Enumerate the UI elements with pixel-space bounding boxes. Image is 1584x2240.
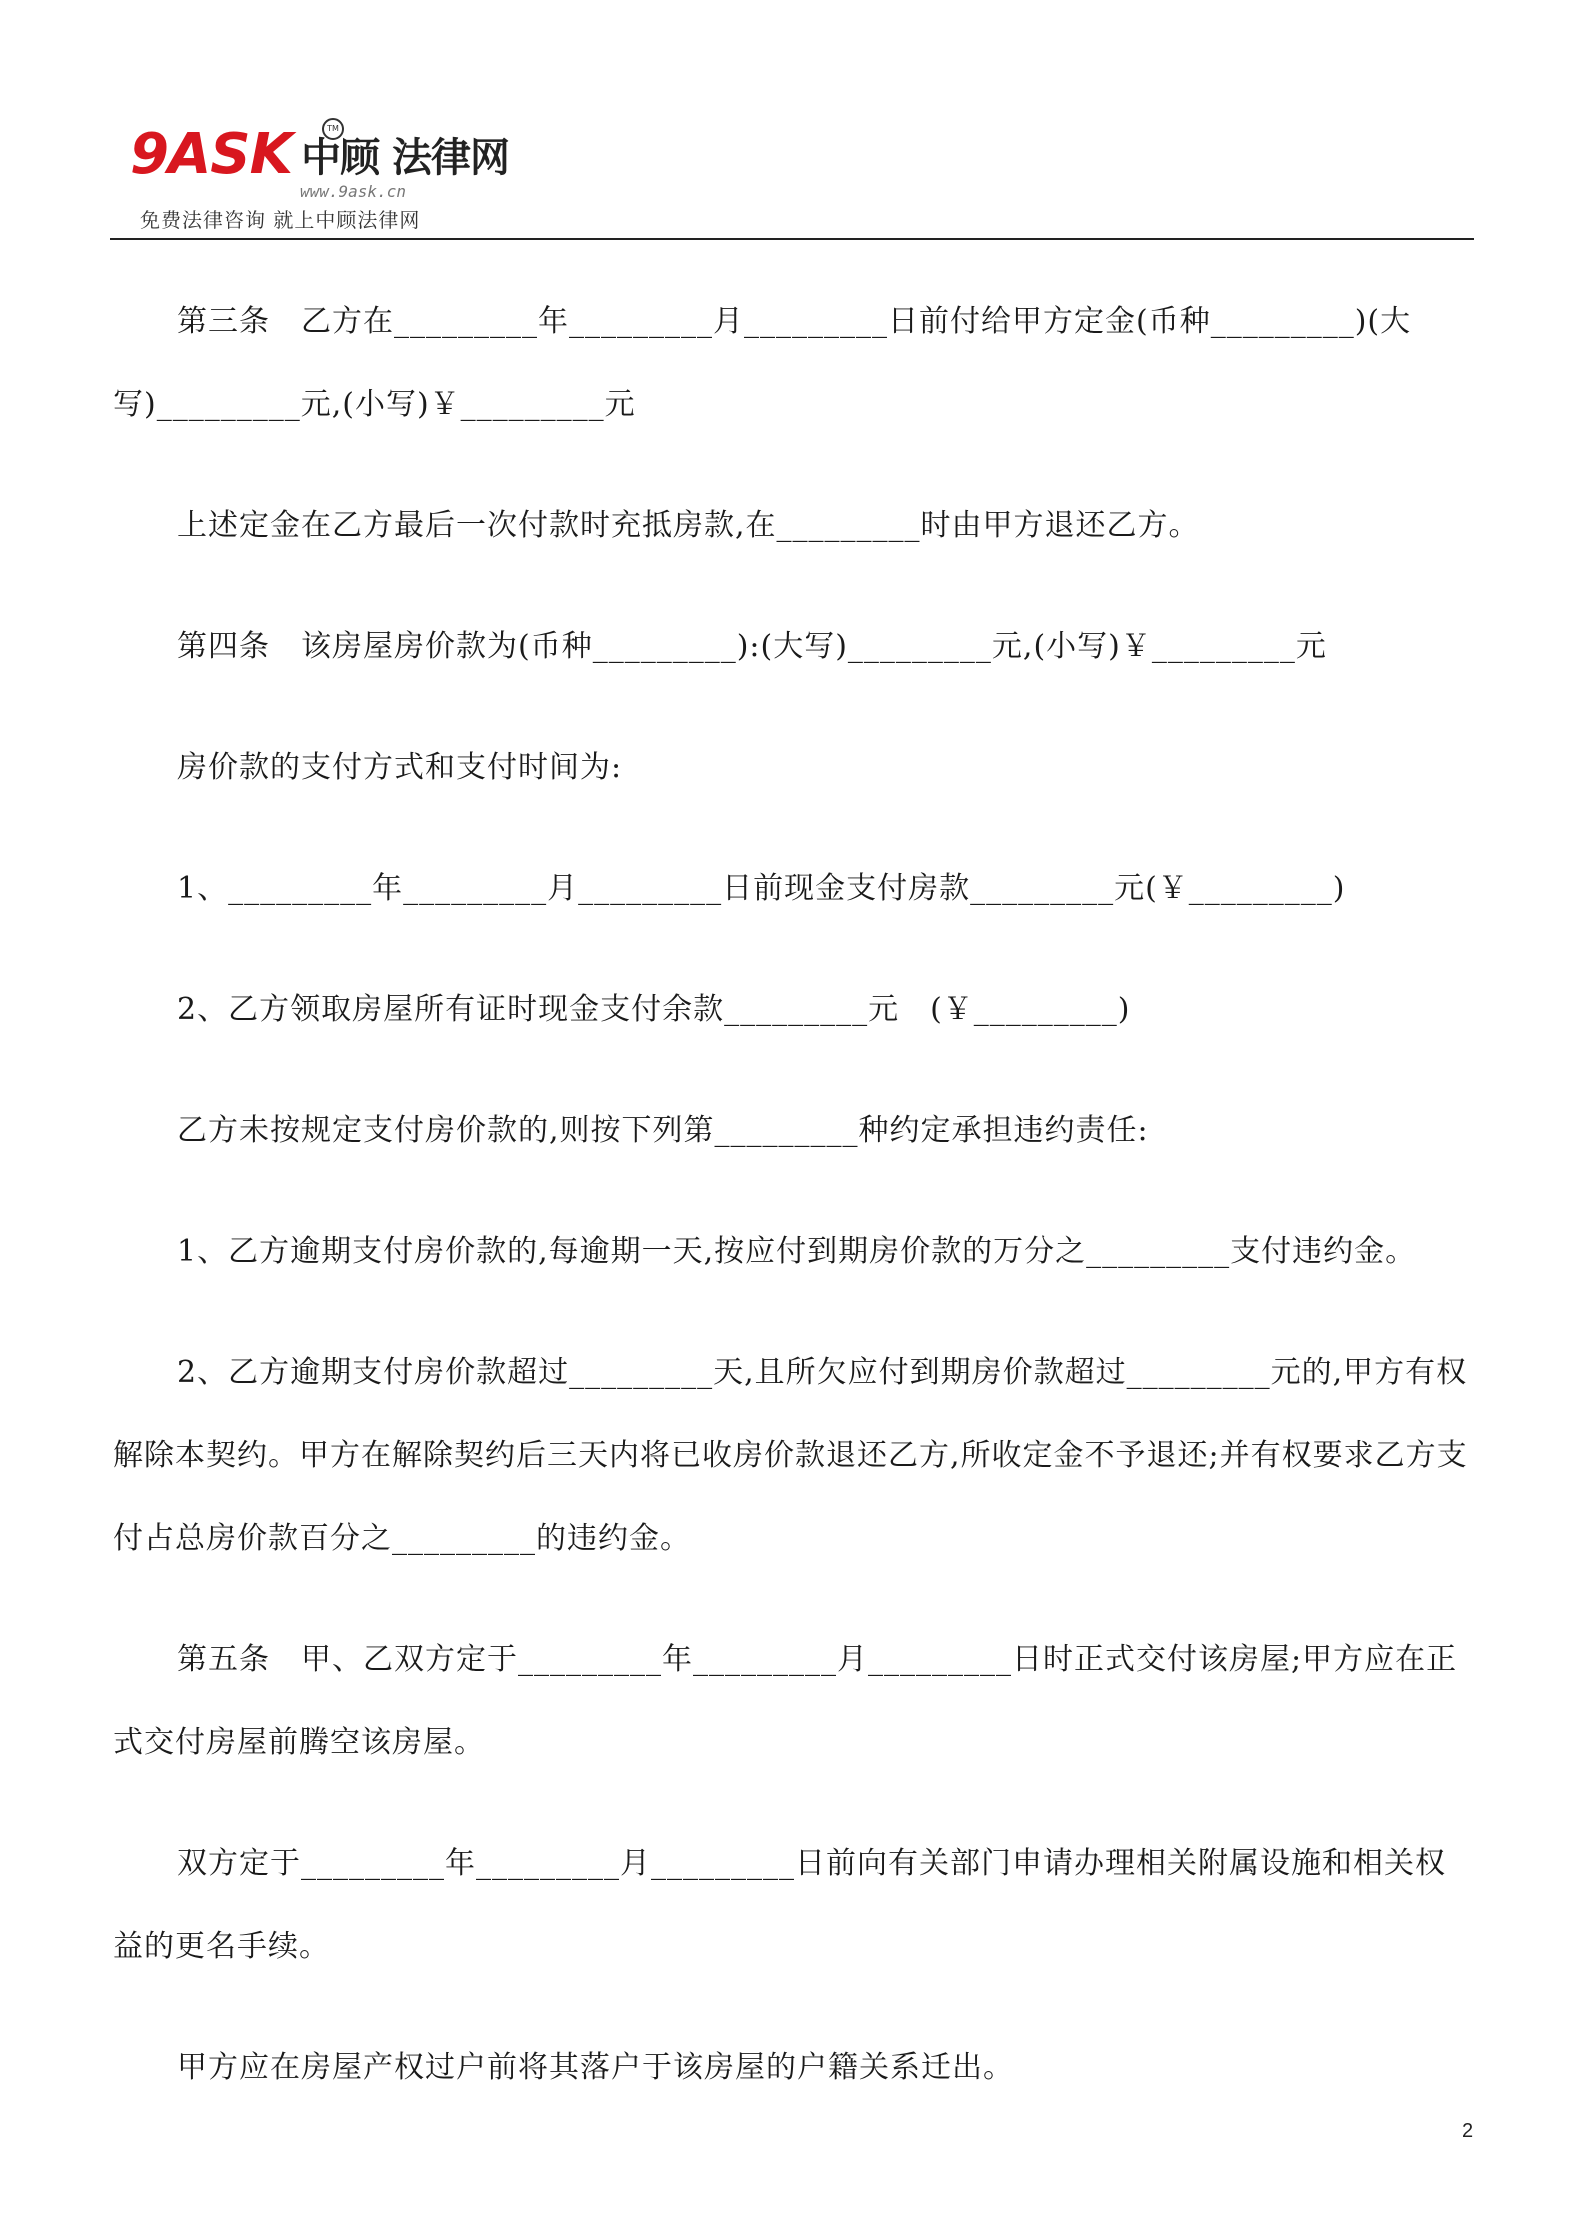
paragraph: 上述定金在乙方最后一次付款时充抵房款,在_________时由甲方退还乙方。 (177, 508, 1200, 543)
logo-brand: 9ASK (130, 122, 293, 187)
paragraph: 1、乙方逾期支付房价款的,每逾期一天,按应付到期房价款的万分之_________支付违约金。 (177, 1234, 1417, 1269)
trademark-icon: TM (322, 118, 344, 140)
page-number: 2 (1462, 2120, 1474, 2142)
paragraph: 乙方未按规定支付房价款的,则按下列第_________种约定承担违约责任: (177, 1113, 1149, 1148)
logo-slogan: 免费法律咨询 就上中顾法律网 (140, 208, 421, 232)
paragraph: 第三条 乙方在_________年_________月_________日前付给甲方定金(币种_________)(大写)_________元,(小写)￥_________元 (113, 304, 1412, 422)
paragraph: 第四条 该房屋房价款为(币种_________):(大写)_________元,(小写)￥_________元 (177, 629, 1327, 664)
paragraph: 房价款的支付方式和支付时间为: (177, 750, 623, 785)
logo-name: 中顾 法律网 (301, 135, 510, 181)
paragraph: 双方定于_________年_________月_________日前向有关部门申请办理相关附属设施和相关权益的更名手续。 (113, 1846, 1446, 1964)
paragraph: 第五条 甲、乙双方定于_________年_________月_________日时正式交付该房屋;甲方应在正式交付房屋前腾空该房屋。 (113, 1642, 1458, 1760)
paragraph: 甲方应在房屋产权过户前将其落户于该房屋的户籍关系迁出。 (177, 2050, 1014, 2085)
paragraph: 2、乙方领取房屋所有证时现金支付余款_________元 (￥_________) (177, 992, 1131, 1027)
header-divider (110, 238, 1474, 240)
logo-url: www.9ask.cn (300, 182, 406, 201)
document-body (113, 280, 1473, 2147)
paragraph: 1、_________年_________月_________日前现金支付房款_________元(￥_________) (177, 871, 1346, 906)
paragraph: 2、乙方逾期支付房价款超过_________天,且所欠应付到期房价款超过_________元的,甲方有权解除本契约。甲方在解除契约后三天内将已收房价款退还乙方,所收定金不予退还;并有权要求乙方支付占总房价款百分之_________的违约金。 (113, 1355, 1468, 1556)
site-header (130, 112, 510, 232)
